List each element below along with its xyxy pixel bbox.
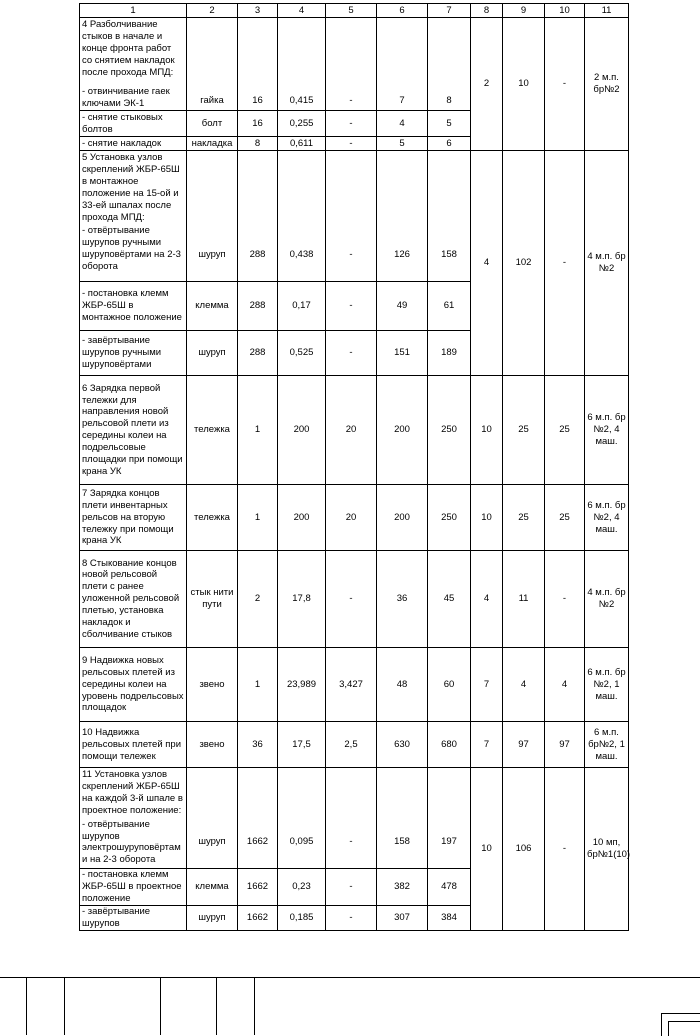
value-cell: - bbox=[326, 282, 377, 331]
sheet-number-inner-box bbox=[668, 1021, 700, 1036]
value-cell: 102 bbox=[503, 151, 545, 376]
value-cell: 97 bbox=[503, 722, 545, 768]
qty-cell: 1662 bbox=[238, 869, 278, 906]
subtask-name: - постановка клемм ЖБР-65Ш в проектное положение bbox=[80, 869, 187, 906]
value-cell: 0,255 bbox=[278, 111, 326, 137]
col-header: 8 bbox=[471, 4, 503, 18]
value-cell: 2,5 bbox=[326, 722, 377, 768]
value-cell: 25 bbox=[503, 485, 545, 551]
value-cell: 17,8 bbox=[278, 551, 326, 648]
crew-cell: 10 мп, бр№1(10) bbox=[585, 768, 629, 930]
value-cell: 20 bbox=[326, 376, 377, 485]
value-cell: 10 bbox=[471, 768, 503, 930]
value-cell: 6 bbox=[428, 137, 471, 151]
table-row bbox=[80, 551, 629, 648]
table-row bbox=[80, 485, 629, 551]
crew-cell: 2 м.п. бр№2 bbox=[585, 18, 629, 151]
value-cell: 158 bbox=[377, 768, 428, 869]
value-cell: - bbox=[326, 137, 377, 151]
value-cell: 200 bbox=[377, 485, 428, 551]
value-cell: 7 bbox=[471, 648, 503, 722]
value-cell: 7 bbox=[471, 722, 503, 768]
value-cell: 10 bbox=[471, 485, 503, 551]
qty-cell: 1 bbox=[238, 485, 278, 551]
unit-cell: шуруп bbox=[187, 331, 238, 376]
value-cell: 5 bbox=[428, 111, 471, 137]
crew-cell: 6 м.п. бр№2, 1 маш. bbox=[585, 722, 629, 768]
title-block-divider bbox=[216, 977, 217, 1035]
value-cell: 0,095 bbox=[278, 768, 326, 869]
task-title: 10 Надвижка рельсовых плетей при помощи тележек bbox=[80, 722, 187, 768]
value-cell: 250 bbox=[428, 376, 471, 485]
table-row bbox=[80, 151, 629, 282]
value-cell: 7 bbox=[377, 18, 428, 111]
col-header: 10 bbox=[545, 4, 585, 18]
value-cell: - bbox=[326, 331, 377, 376]
value-cell: - bbox=[326, 551, 377, 648]
col-header: 7 bbox=[428, 4, 471, 18]
value-cell: 45 bbox=[428, 551, 471, 648]
unit-cell: тележка bbox=[187, 376, 238, 485]
unit-cell: болт bbox=[187, 111, 238, 137]
value-cell: 49 bbox=[377, 282, 428, 331]
value-cell: 250 bbox=[428, 485, 471, 551]
unit-cell: звено bbox=[187, 722, 238, 768]
value-cell: 307 bbox=[377, 905, 428, 930]
value-cell: - bbox=[545, 551, 585, 648]
col-header: 3 bbox=[238, 4, 278, 18]
unit-cell: шуруп bbox=[187, 905, 238, 930]
task-cell bbox=[80, 18, 187, 111]
value-cell: 4 bbox=[471, 151, 503, 376]
value-cell: - bbox=[326, 905, 377, 930]
qty-cell: 36 bbox=[238, 722, 278, 768]
value-cell: 0,438 bbox=[278, 151, 326, 282]
value-cell: 189 bbox=[428, 331, 471, 376]
table-row bbox=[80, 648, 629, 722]
title-block-divider bbox=[160, 977, 161, 1035]
task-cell bbox=[80, 768, 187, 869]
value-cell: 25 bbox=[545, 485, 585, 551]
value-cell: 48 bbox=[377, 648, 428, 722]
value-cell: 151 bbox=[377, 331, 428, 376]
value-cell: 382 bbox=[377, 869, 428, 906]
value-cell: 106 bbox=[503, 768, 545, 930]
value-cell: - bbox=[545, 18, 585, 151]
value-cell: 0,415 bbox=[278, 18, 326, 111]
col-header: 9 bbox=[503, 4, 545, 18]
value-cell: 25 bbox=[545, 376, 585, 485]
value-cell: 4 bbox=[471, 551, 503, 648]
qty-cell: 8 bbox=[238, 137, 278, 151]
qty-cell: 16 bbox=[238, 111, 278, 137]
value-cell: 2 bbox=[471, 18, 503, 151]
qty-cell: 288 bbox=[238, 331, 278, 376]
title-block bbox=[0, 977, 700, 1035]
value-cell: 197 bbox=[428, 768, 471, 869]
task-title: 7 Зарядка концов плети инвентарных рельсов на вторую тележку при помощи крана УК bbox=[80, 485, 187, 551]
col-header: 1 bbox=[80, 4, 187, 18]
crew-cell: 4 м.п. бр №2 bbox=[585, 551, 629, 648]
unit-cell: накладка bbox=[187, 137, 238, 151]
qty-cell: 288 bbox=[238, 151, 278, 282]
task-title: 5 Установка узлов скреплений ЖБР-65Ш в монтажное положение на 15-ой и 33-ей шпалах после прохода МПД: bbox=[82, 152, 180, 223]
value-cell: 17,5 bbox=[278, 722, 326, 768]
value-cell: 200 bbox=[377, 376, 428, 485]
qty-cell: 16 bbox=[238, 18, 278, 111]
value-cell: 5 bbox=[377, 137, 428, 151]
col-header: 11 bbox=[585, 4, 629, 18]
value-cell: - bbox=[545, 151, 585, 376]
unit-cell: шуруп bbox=[187, 768, 238, 869]
title-block-divider bbox=[254, 977, 255, 1035]
subtask-name: - снятие стыковых болтов bbox=[80, 111, 187, 137]
value-cell: - bbox=[326, 18, 377, 111]
value-cell: 158 bbox=[428, 151, 471, 282]
value-cell: - bbox=[326, 151, 377, 282]
title-block-top-line bbox=[0, 977, 700, 978]
subtask-name: - отвёртывание шурупов ручными шуруповёртами на 2-3 оборота bbox=[82, 225, 181, 272]
table-row bbox=[80, 722, 629, 768]
col-header: 4 bbox=[278, 4, 326, 18]
work-schedule-table bbox=[79, 3, 629, 931]
value-cell: 10 bbox=[471, 376, 503, 485]
qty-cell: 2 bbox=[238, 551, 278, 648]
value-cell: 4 bbox=[377, 111, 428, 137]
task-title: 11 Установка узлов скреплений ЖБР-65Ш на каждой 3-й шпале в проектное положение: bbox=[82, 769, 183, 816]
task-title: 8 Стыкование концов новой рельсовой плети с ранее уложенной рельсовой плетью, установка накладок и сболчивание стыков bbox=[80, 551, 187, 648]
qty-cell: 1662 bbox=[238, 905, 278, 930]
unit-cell: шуруп bbox=[187, 151, 238, 282]
value-cell: 4 bbox=[545, 648, 585, 722]
unit-cell: клемма bbox=[187, 282, 238, 331]
title-block-divider bbox=[64, 977, 65, 1035]
subtask-name: - отвёртывание шурупов электрошуруповёртам и на 2-3 оборота bbox=[82, 818, 181, 866]
value-cell: 200 bbox=[278, 376, 326, 485]
col-header: 2 bbox=[187, 4, 238, 18]
value-cell: 0,185 bbox=[278, 905, 326, 930]
value-cell: 478 bbox=[428, 869, 471, 906]
value-cell: 20 bbox=[326, 485, 377, 551]
value-cell: 680 bbox=[428, 722, 471, 768]
value-cell: 0,23 bbox=[278, 869, 326, 906]
value-cell: 10 bbox=[503, 18, 545, 151]
unit-cell: клемма bbox=[187, 869, 238, 906]
value-cell: - bbox=[326, 111, 377, 137]
value-cell: - bbox=[326, 768, 377, 869]
subtask-name: - завёртывание шурупов bbox=[80, 905, 187, 930]
value-cell: 11 bbox=[503, 551, 545, 648]
subtask-name: - постановка клемм ЖБР-65Ш в монтажное положение bbox=[80, 282, 187, 331]
value-cell: 3,427 bbox=[326, 648, 377, 722]
value-cell: 630 bbox=[377, 722, 428, 768]
table-row bbox=[80, 768, 629, 869]
col-header: 6 bbox=[377, 4, 428, 18]
value-cell: - bbox=[326, 869, 377, 906]
value-cell: 4 bbox=[503, 648, 545, 722]
task-cell bbox=[80, 151, 187, 282]
task-title: 6 Зарядка первой тележки для направления новой рельсовой плети из середины колеи на подрельсовые площадки при помощи крана УК bbox=[80, 376, 187, 485]
table-row bbox=[80, 18, 629, 111]
value-cell: 61 bbox=[428, 282, 471, 331]
crew-cell: 6 м.п. бр №2, 4 маш. bbox=[585, 376, 629, 485]
qty-cell: 288 bbox=[238, 282, 278, 331]
value-cell: 0,17 bbox=[278, 282, 326, 331]
unit-cell: гайка bbox=[187, 18, 238, 111]
unit-cell: стык нити пути bbox=[187, 551, 238, 648]
subtask-name: - снятие накладок bbox=[80, 137, 187, 151]
crew-cell: 6 м.п. бр №2, 4 маш. bbox=[585, 485, 629, 551]
crew-cell: 6 м.п. бр №2, 1 маш. bbox=[585, 648, 629, 722]
task-title: 4 Разболчивание стыков в начале и конце фронта работ со снятием накладок после прохода МПД: bbox=[82, 19, 175, 78]
col-header: 5 bbox=[326, 4, 377, 18]
table-row bbox=[80, 376, 629, 485]
crew-cell: 4 м.п. бр №2 bbox=[585, 151, 629, 376]
title-block-divider bbox=[26, 977, 27, 1035]
value-cell: 8 bbox=[428, 18, 471, 111]
value-cell: 60 bbox=[428, 648, 471, 722]
value-cell: 384 bbox=[428, 905, 471, 930]
subtask-name: - отвинчивание гаек ключами ЭК-1 bbox=[82, 86, 170, 110]
value-cell: 126 bbox=[377, 151, 428, 282]
qty-cell: 1 bbox=[238, 648, 278, 722]
header-row bbox=[80, 4, 629, 18]
value-cell: 25 bbox=[503, 376, 545, 485]
qty-cell: 1662 bbox=[238, 768, 278, 869]
value-cell: 97 bbox=[545, 722, 585, 768]
unit-cell: тележка bbox=[187, 485, 238, 551]
value-cell: 36 bbox=[377, 551, 428, 648]
value-cell: 23,989 bbox=[278, 648, 326, 722]
unit-cell: звено bbox=[187, 648, 238, 722]
subtask-name: - завёртывание шурупов ручными шуруповёртами bbox=[80, 331, 187, 376]
qty-cell: 1 bbox=[238, 376, 278, 485]
value-cell: 200 bbox=[278, 485, 326, 551]
value-cell: - bbox=[545, 768, 585, 930]
task-title: 9 Надвижка новых рельсовых плетей из середины колеи на уровень подрельсовых площадок bbox=[80, 648, 187, 722]
value-cell: 0,525 bbox=[278, 331, 326, 376]
value-cell: 0,611 bbox=[278, 137, 326, 151]
